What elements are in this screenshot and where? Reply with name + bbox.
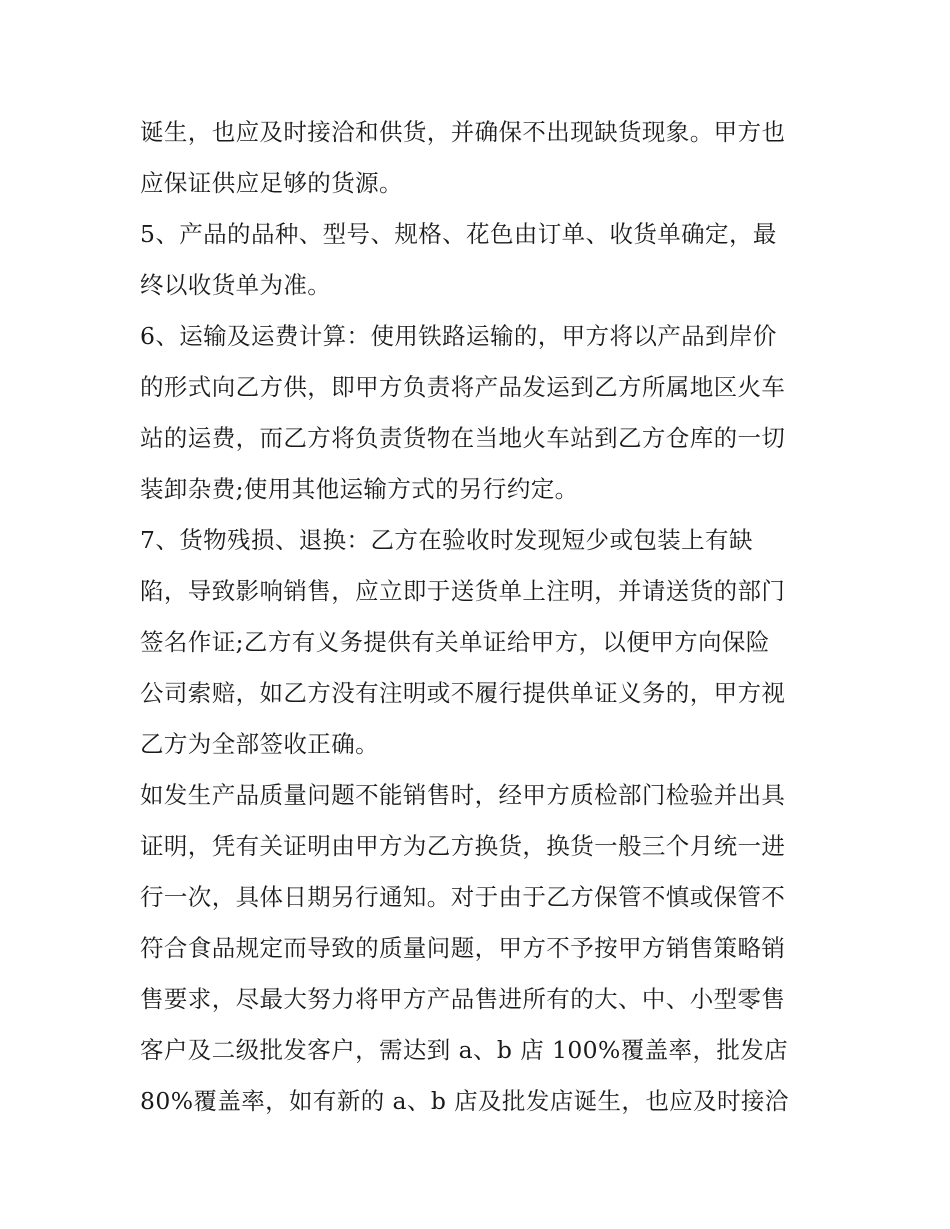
text-line: 售要求，尽最大努力将甲方产品售进所有的大、中、小型零售	[140, 985, 786, 1013]
text-line: 如发生产品质量问题不能销售时，经甲方质检部门检验并出具	[140, 781, 786, 809]
text-line: 公司索赔，如乙方没有注明或不履行提供单证义务的，甲方视	[140, 679, 786, 707]
text-line: 站的运费，而乙方将负责货物在当地火车站到乙方仓库的一切	[140, 424, 786, 452]
body-text	[140, 107, 820, 1127]
text-line: 5、产品的品种、型号、规格、花色由订单、收货单确定，最	[140, 220, 777, 248]
text-line: 80%覆盖率，如有新的 a、b 店及批发店诞生，也应及时接洽	[140, 1087, 789, 1115]
text-line: 乙方为全部签收正确。	[140, 730, 379, 758]
text-line: 陷，导致影响销售，应立即于送货单上注明，并请送货的部门	[140, 577, 786, 605]
text-line: 装卸杂费;使用其他运输方式的另行约定。	[140, 475, 579, 503]
text-line: 应保证供应足够的货源。	[140, 169, 403, 197]
text-line: 终以收货单为准。	[140, 271, 332, 299]
text-line: 签名作证;乙方有义务提供有关单证给甲方，以便甲方向保险	[140, 628, 770, 656]
text-line: 6、运输及运费计算：使用铁路运输的，甲方将以产品到岸价	[140, 322, 777, 350]
text-line: 证明，凭有关证明由甲方为乙方换货，换货一般三个月统一进	[140, 832, 786, 860]
text-line: 7、货物残损、退换：乙方在验收时发现短少或包装上有缺	[140, 526, 753, 554]
text-line: 诞生，也应及时接洽和供货，并确保不出现缺货现象。甲方也	[140, 118, 786, 146]
text-line: 的形式向乙方供，即甲方负责将产品发运到乙方所属地区火车	[140, 373, 786, 401]
text-line: 符合食品规定而导致的质量问题，甲方不予按甲方销售策略销	[140, 934, 786, 962]
text-line: 客户及二级批发客户，需达到 a、b 店 100%覆盖率，批发店	[140, 1036, 789, 1064]
text-line: 行一次，具体日期另行通知。对于由于乙方保管不慎或保管不	[140, 883, 786, 911]
